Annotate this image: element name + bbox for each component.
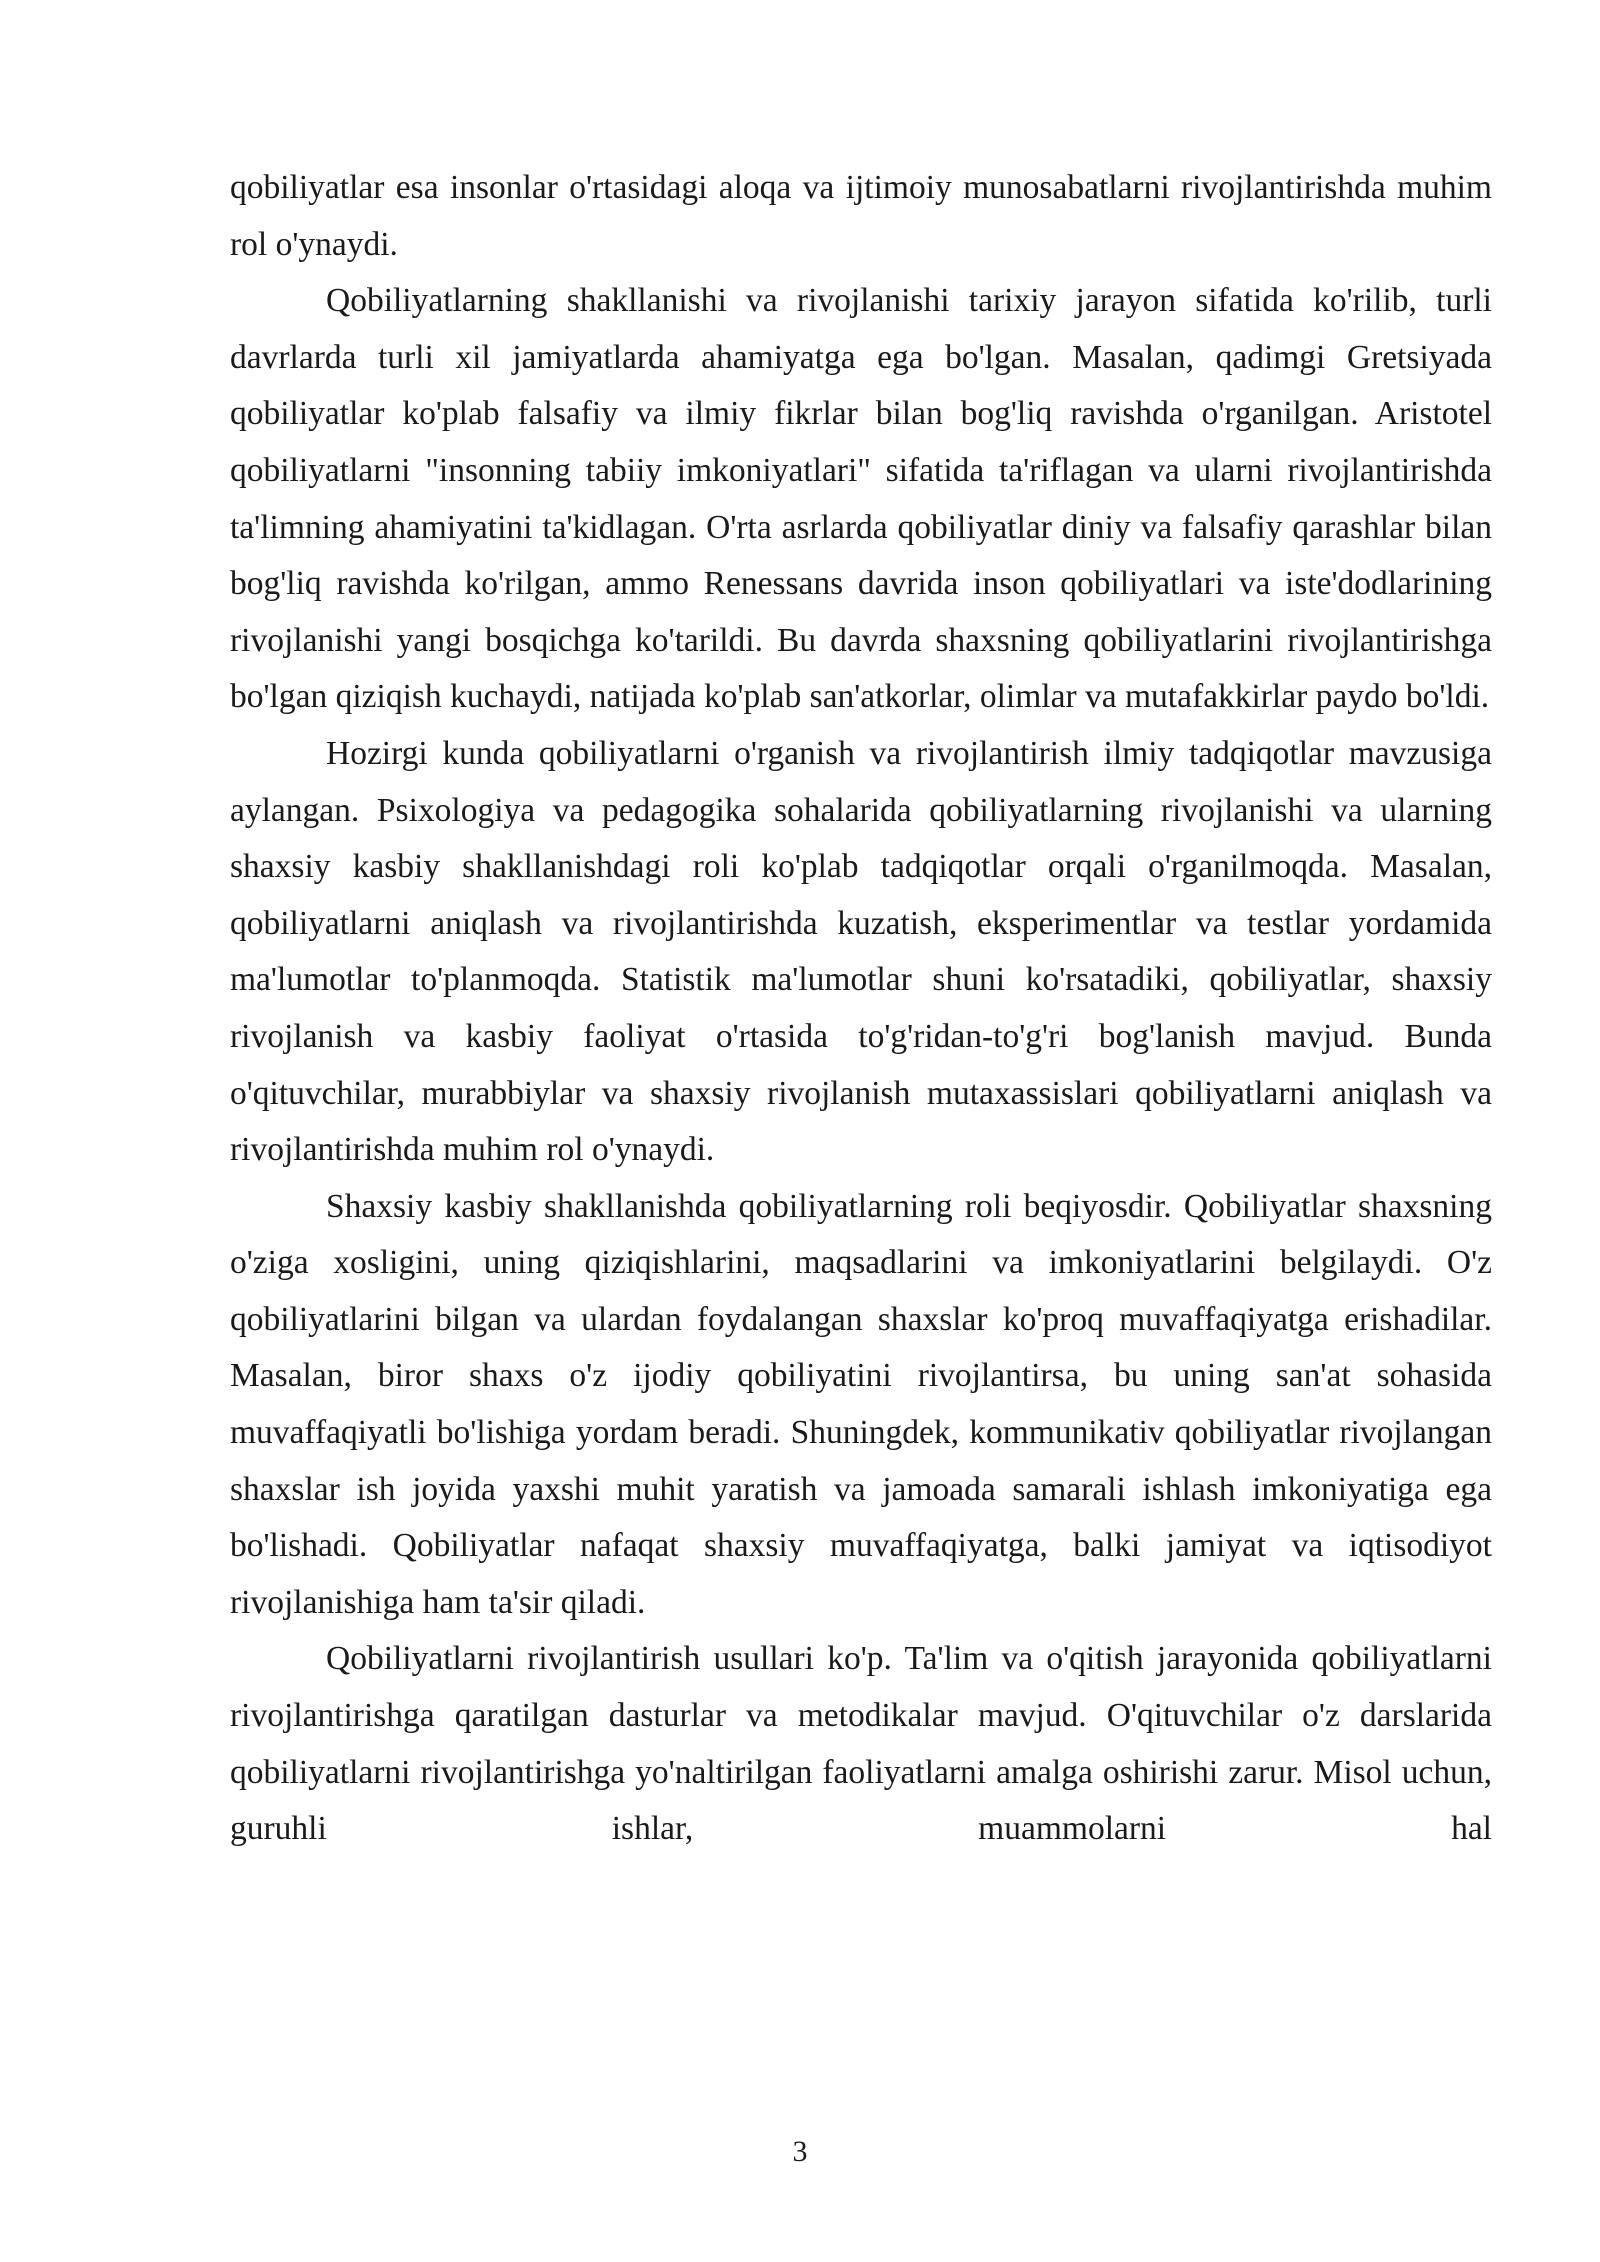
- paragraph-research: Hozirgi kunda qobiliyatlarni o'rganish va rivojlantirish ilmiy tadqiqotlar mavzusiga aylangan. Psixologiya va pedagogika sohalarida qobiliyatlarning rivojlanishi va ularning shaxsiy kasbiy shakllanishdagi roli ko'plab tadqiqotlar orqali o'rganilmoqda. Masalan, qobiliyatlarni aniqlash va rivojlantirishda kuzatish, eksperimentlar va testlar yordamida ma'lumotlar to'planmoqda. Statistik ma'lumotlar shuni ko'rsatadiki, qobiliyatlar, shaxsiy rivojlanish va kasbiy faoliyat o'rtasida to'g'ridan-to'g'ri bog'lanish mavjud. Bunda o'qituvchilar, murabbiylar va shaxsiy rivojlanish mutaxassislari qobiliyatlarni aniqlash va rivojlantirishda muhim rol o'ynaydi.: [230, 734, 1492, 1169]
- paragraph-history: Qobiliyatlarning shakllanishi va rivojlanishi tarixiy jarayon sifatida ko'rilib, turli davrlarda turli xil jamiyatlarda ahamiyatga ega bo'lgan. Masalan, qadimgi Gretsiyada qobiliyatlar ko'plab falsafiy va ilmiy fikrlar bilan bog'liq ravishda o'rganilgan. Aristotel qobiliyatlarni "insonning tabiiy imkoniyatlari" sifatida ta'riflagan va ularni rivojlantirishda ta'limning ahamiyatini ta'kidlagan. O'rta asrlarda qobiliyatlar diniy va falsafiy qarashlar bilan bog'liq ravishda ko'rilgan, ammo Renessans davrida inson qobiliyatlari va iste'dodlarining rivojlanishi yangi bosqichga ko'tarildi. Bu davrda shaxsning qobiliyatlarini rivojlantirishga bo'lgan qiziqish kuchaydi, natijada ko'plab san'atkorlar, olimlar va mutafakkirlar paydo bo'ldi.: [230, 282, 1492, 716]
- paragraph-continuation: qobiliyatlar esa insonlar o'rtasidagi aloqa va ijtimoiy munosabatlarni rivojlantirishda muhim rol o'ynaydi.: [230, 169, 1492, 263]
- paragraph-methods: Qobiliyatlarni rivojlantirish usullari ko'p. Ta'lim va o'qitish jarayonida qobiliyatlarni rivojlantirishga qaratilgan dasturlar va metodikalar mavjud. O'qituvchilar o'z darslarida qobiliyatlarni rivojlantirishga yo'naltirilgan faoliyatlarni amalga oshirishi zarur. Misol uchun, guruhli ishlar, muammolarni hal: [230, 1640, 1492, 1848]
- body-text: [230, 160, 1492, 1858]
- page-number: 3: [792, 2135, 808, 2168]
- paragraph-role: Shaxsiy kasbiy shakllanishda qobiliyatlarning roli beqiyosdir. Qobiliyatlar shaxsning o'ziga xosligini, uning qiziqishlarini, maqsadlarini va imkoniyatlarini belgilaydi. O'z qobiliyatlarini bilgan va ulardan foydalangan shaxslar ko'proq muvaffaqiyatga erishadilar. Masalan, biror shaxs o'z ijodiy qobiliyatini rivojlantirsa, bu uning san'at sohasida muvaffaqiyatli bo'lishiga yordam beradi. Shuningdek, kommunikativ qobiliyatlar rivojlangan shaxslar ish joyida yaxshi muhit yaratish va jamoada samarali ishlash imkoniyatiga ega bo'lishadi. Qobiliyatlar nafaqat shaxsiy muvaffaqiyatga, balki jamiyat va iqtisodiyot rivojlanishiga ham ta'sir qiladi.: [230, 1187, 1492, 1621]
